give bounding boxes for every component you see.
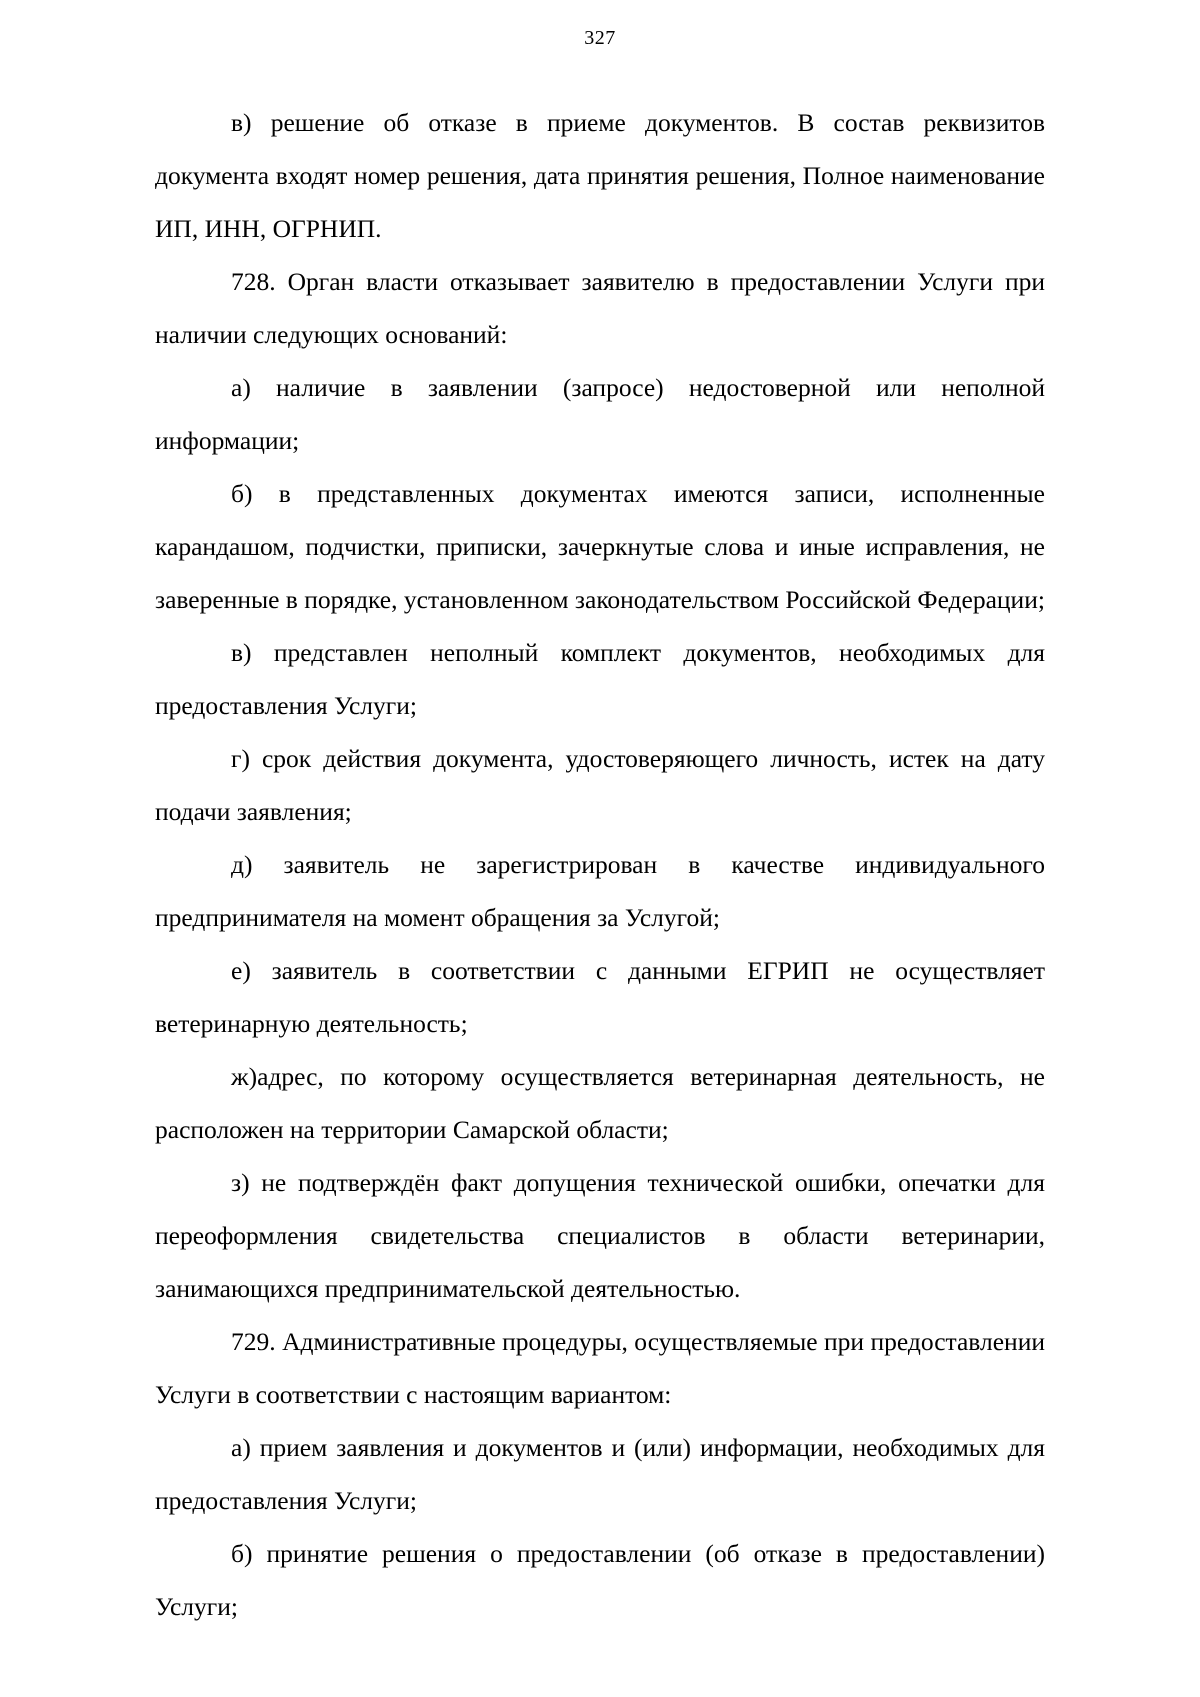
paragraph: 729. Административные процедуры, осуществляемые при предоставлении Услуги в соответствии с настоящим вариантом: [155, 1327, 1045, 1409]
paragraph: ж)адрес, по которому осуществляется ветеринарная деятельность, не расположен на территории Самарской области; [155, 1062, 1045, 1144]
page-number: 327 [584, 27, 616, 49]
paragraph: а) прием заявления и документов и (или) информации, необходимых для предоставления Услуги; [155, 1433, 1045, 1515]
paragraph: з) не подтверждён факт допущения технической ошибки, опечатки для переоформления свидетельства специалистов в области ветеринарии, занимающихся предпринимательской деятельностью. [155, 1168, 1045, 1303]
paragraph: е) заявитель в соответствии с данными ЕГРИП не осуществляет ветеринарную деятельность; [155, 956, 1045, 1038]
paragraph: б) принятие решения о предоставлении (об отказе в предоставлении) Услуги; [155, 1539, 1045, 1621]
paragraph: в) представлен неполный комплект документов, необходимых для предоставления Услуги; [155, 638, 1045, 720]
paragraph: г) срок действия документа, удостоверяющего личность, истек на дату подачи заявления; [155, 744, 1045, 826]
paragraph: д) заявитель не зарегистрирован в качестве индивидуального предпринимателя на момент обращения за Услугой; [155, 850, 1045, 932]
paragraph: в) решение об отказе в приеме документов. В состав реквизитов документа входят номер решения, дата принятия решения, Полное наименование ИП, ИНН, ОГРНИП. [155, 108, 1045, 243]
document-body [155, 48, 1045, 1633]
paragraph: б) в представленных документах имеются записи, исполненные карандашом, подчистки, приписки, зачеркнутые слова и иные исправления, не заверенные в порядке, установленном законодательством Российской Федерации; [155, 479, 1045, 614]
paragraph: 728. Орган власти отказывает заявителю в предоставлении Услуги при наличии следующих оснований: [155, 267, 1045, 349]
paragraph: а) наличие в заявлении (запросе) недостоверной или неполной информации; [155, 373, 1045, 455]
